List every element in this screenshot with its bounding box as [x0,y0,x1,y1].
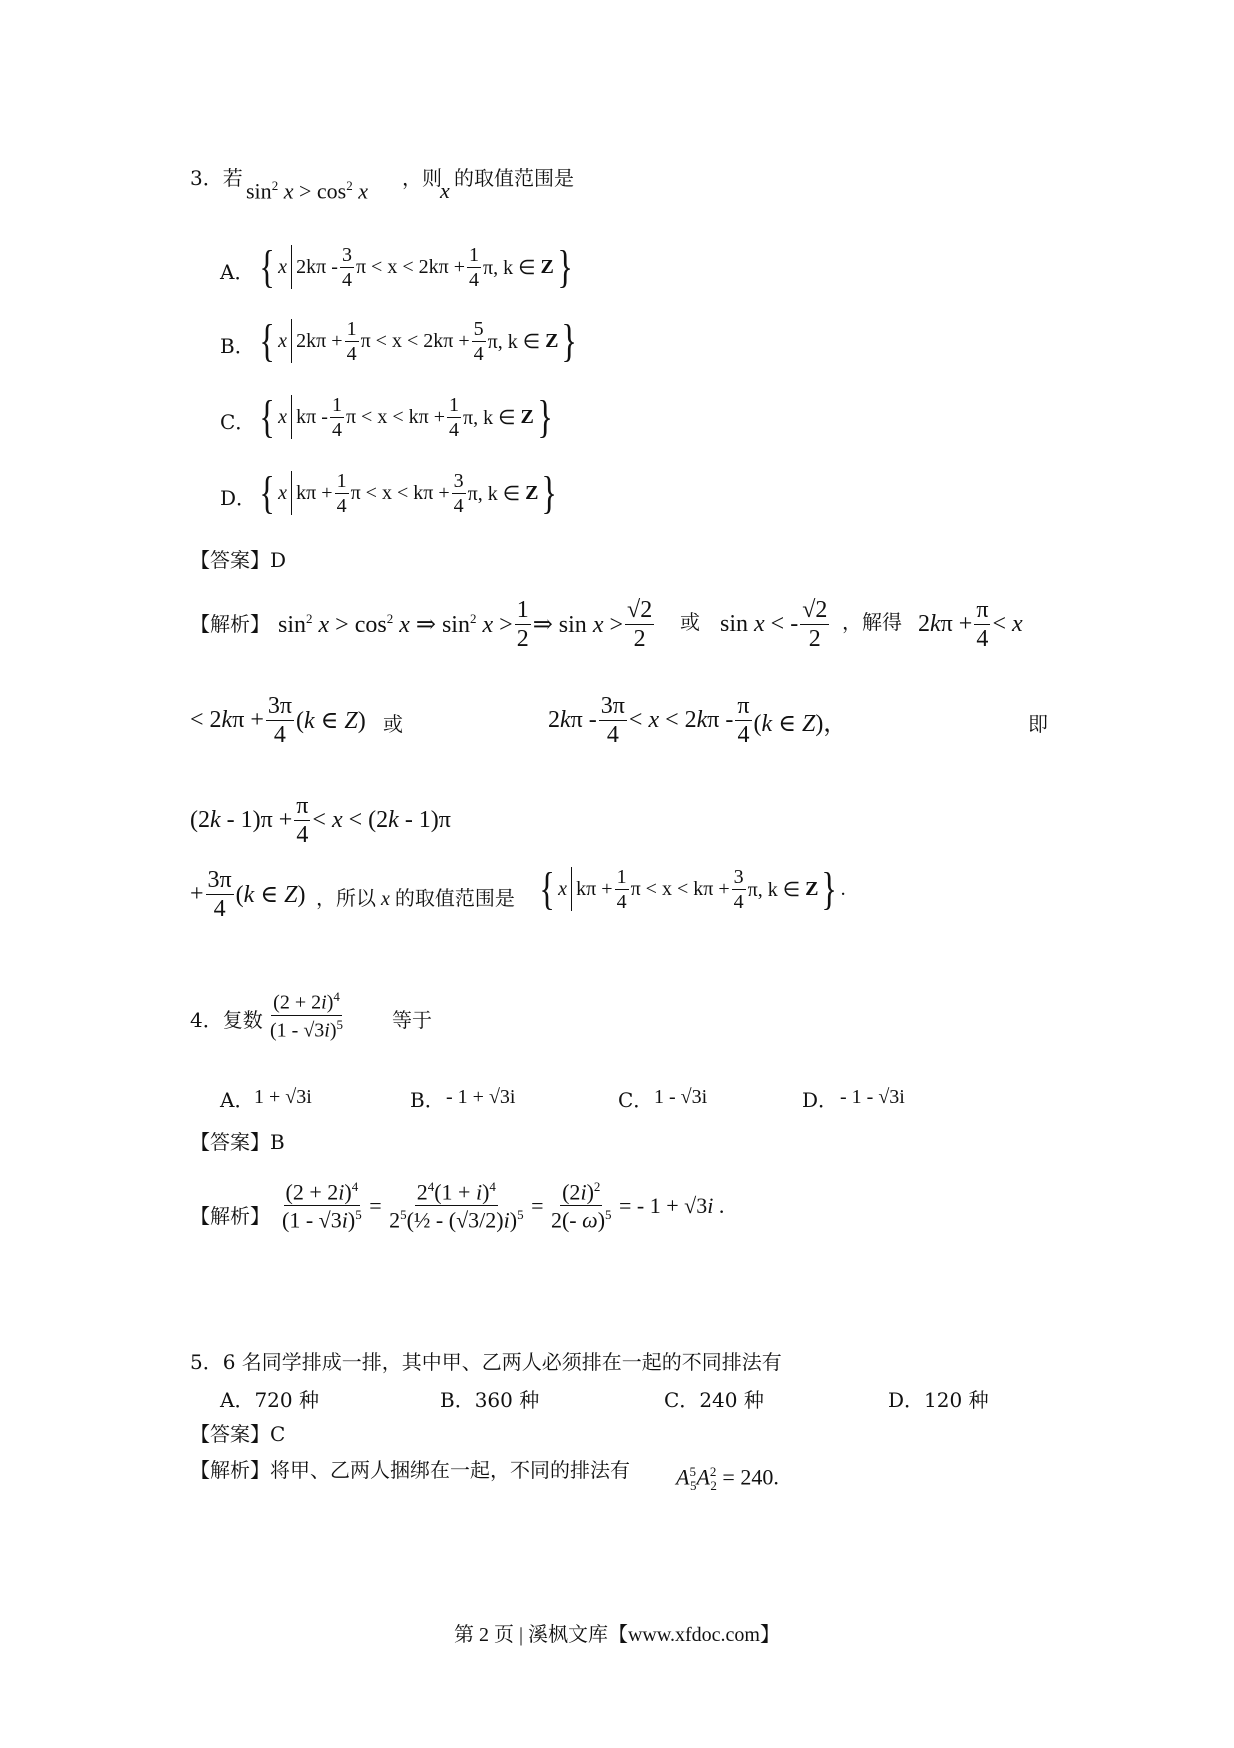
q4-analysis: $\frac{(2 + 2i)^4}{(1 - √3i)^5}$ = $\frac{2^4(1 + i)^4}{2^5(\frac{1}{2} - (√3/2)i)^5}$ = $\frac{(2i)^2}{2(- \omega)^5}$ = - 1 + √3i . [282,1179,725,1233]
q4-option-d: - 1 - √3i [840,1086,905,1108]
q4-prefix: 4．复数 [190,1008,263,1032]
q3-option-c-label: C． [220,410,256,434]
q4-expression: $\frac{(2 + 2i)^4}{(1 - √3i)^5}$ [270,989,344,1042]
q3-condition: $\sin^2 x > \cos^2 x$ [246,178,368,204]
q3-or-1: 或 [680,610,700,634]
q3-analysis-line2: < 2kπ + $\frac{3\pi}{4}$ (k ∈ Z) [190,693,366,748]
q4-option-b: - 1 + √3i [446,1086,516,1108]
q3-solve: ，解得 [842,610,902,634]
q3-analysis-line1c: 2kπ + $\frac{\pi}{4}$ < x [918,597,1023,652]
q3-option-b-label: B． [220,334,255,358]
q3-option-d: { x kπ + $\frac{1}{4}$ π < x < kπ + $\frac{3}{4}$ π, k ∈ Z } [259,467,558,518]
q5-formula: $A^5_5A^2_2 = 240$. [676,1464,779,1493]
q5-option-b: B．360 种 [440,1388,540,1412]
q3-answer-value: D [270,548,287,572]
q5-option-c: C．240 种 [664,1388,764,1412]
q3-analysis-line4: + $\frac{3\pi}{4}$ (k ∈ Z) [190,867,306,922]
q5-analysis: 【解析】将甲、乙两人捆绑在一起，不同的排法有 [190,1458,630,1482]
q3-final-set: { x kπ + $\frac{1}{4}$ π < x < kπ + $\frac{3}{4}$ π, k ∈ Z } . [539,863,846,914]
q5-answer-value: C [270,1422,286,1446]
q3-analysis-line1: $\sin^2 x > \cos^2 x$ ⇒ $\sin^2 x$ > $\frac{1}{2}$ ⇒ sin x > $\frac{√2}{2}$ [278,597,653,652]
q4-option-c: 1 - √3i [654,1086,708,1108]
q3-stem [190,162,243,191]
q3-option-b: { x 2kπ + $\frac{1}{4}$ π < x < 2kπ + $\frac{5}{4}$ π, k ∈ Z } [259,315,578,366]
q3-analysis-line1b: sin x < - $\frac{√2}{2}$ [720,597,828,652]
q3-analysis-line2b: 2kπ - $\frac{3\pi}{4}$ < x < 2kπ - $\frac{\pi}{4}$ (k ∈ Z)， [548,693,848,748]
q4-analysis-tag: 【解析】 [190,1204,270,1228]
q3-suffix: 的取值范围是 [454,166,574,190]
q5-question: 5．6 名同学排成一排，其中甲、乙两人必须排在一起的不同排法有 [190,1350,782,1374]
q3-option-c: { x kπ - $\frac{1}{4}$ π < x < kπ + $\frac{1}{4}$ π, k ∈ Z } [259,391,553,442]
q3-option-a-label: A． [220,260,255,284]
q3-analysis-line3: (2k - 1)π + $\frac{\pi}{4}$ < x < (2k - 1)π [190,793,451,848]
q4-answer-value: B [270,1130,285,1154]
q3-stem-tail: ，则 [402,166,442,190]
q3-so: ，所以 x 的取值范围是 [316,886,515,910]
q3-answer: 【答案】D [190,548,287,572]
q3-ji: 即 [1028,712,1048,736]
q4-answer: 【答案】B [190,1130,285,1154]
q4-option-c-label: C． [618,1088,654,1112]
q5-option-a: A．720 种 [220,1388,319,1412]
q4-option-d-label: D． [802,1088,839,1112]
q5-answer: 【答案】C [190,1422,286,1446]
q3-option-a: { x 2kπ - $\frac{3}{4}$ π < x < 2kπ + $\frac{1}{4}$ π, k ∈ Z } [259,241,573,292]
q3-var: x [440,178,450,203]
q3-analysis-tag: 【解析】 [190,612,270,636]
q3-or-2: 或 [383,712,403,736]
q5-option-d: D．120 种 [888,1388,989,1412]
q3-number: 3．若 [190,166,243,190]
q4-option-b-label: B． [410,1088,445,1112]
page-footer: 第 2 页 | 溪枫文库【www.xfdoc.com】 [453,1624,780,1646]
q4-option-a: 1 + √3i [254,1086,312,1108]
q4-option-a-label: A． [220,1088,255,1112]
q4-suffix: 等于 [392,1008,432,1032]
q3-option-d-label: D． [220,486,257,510]
